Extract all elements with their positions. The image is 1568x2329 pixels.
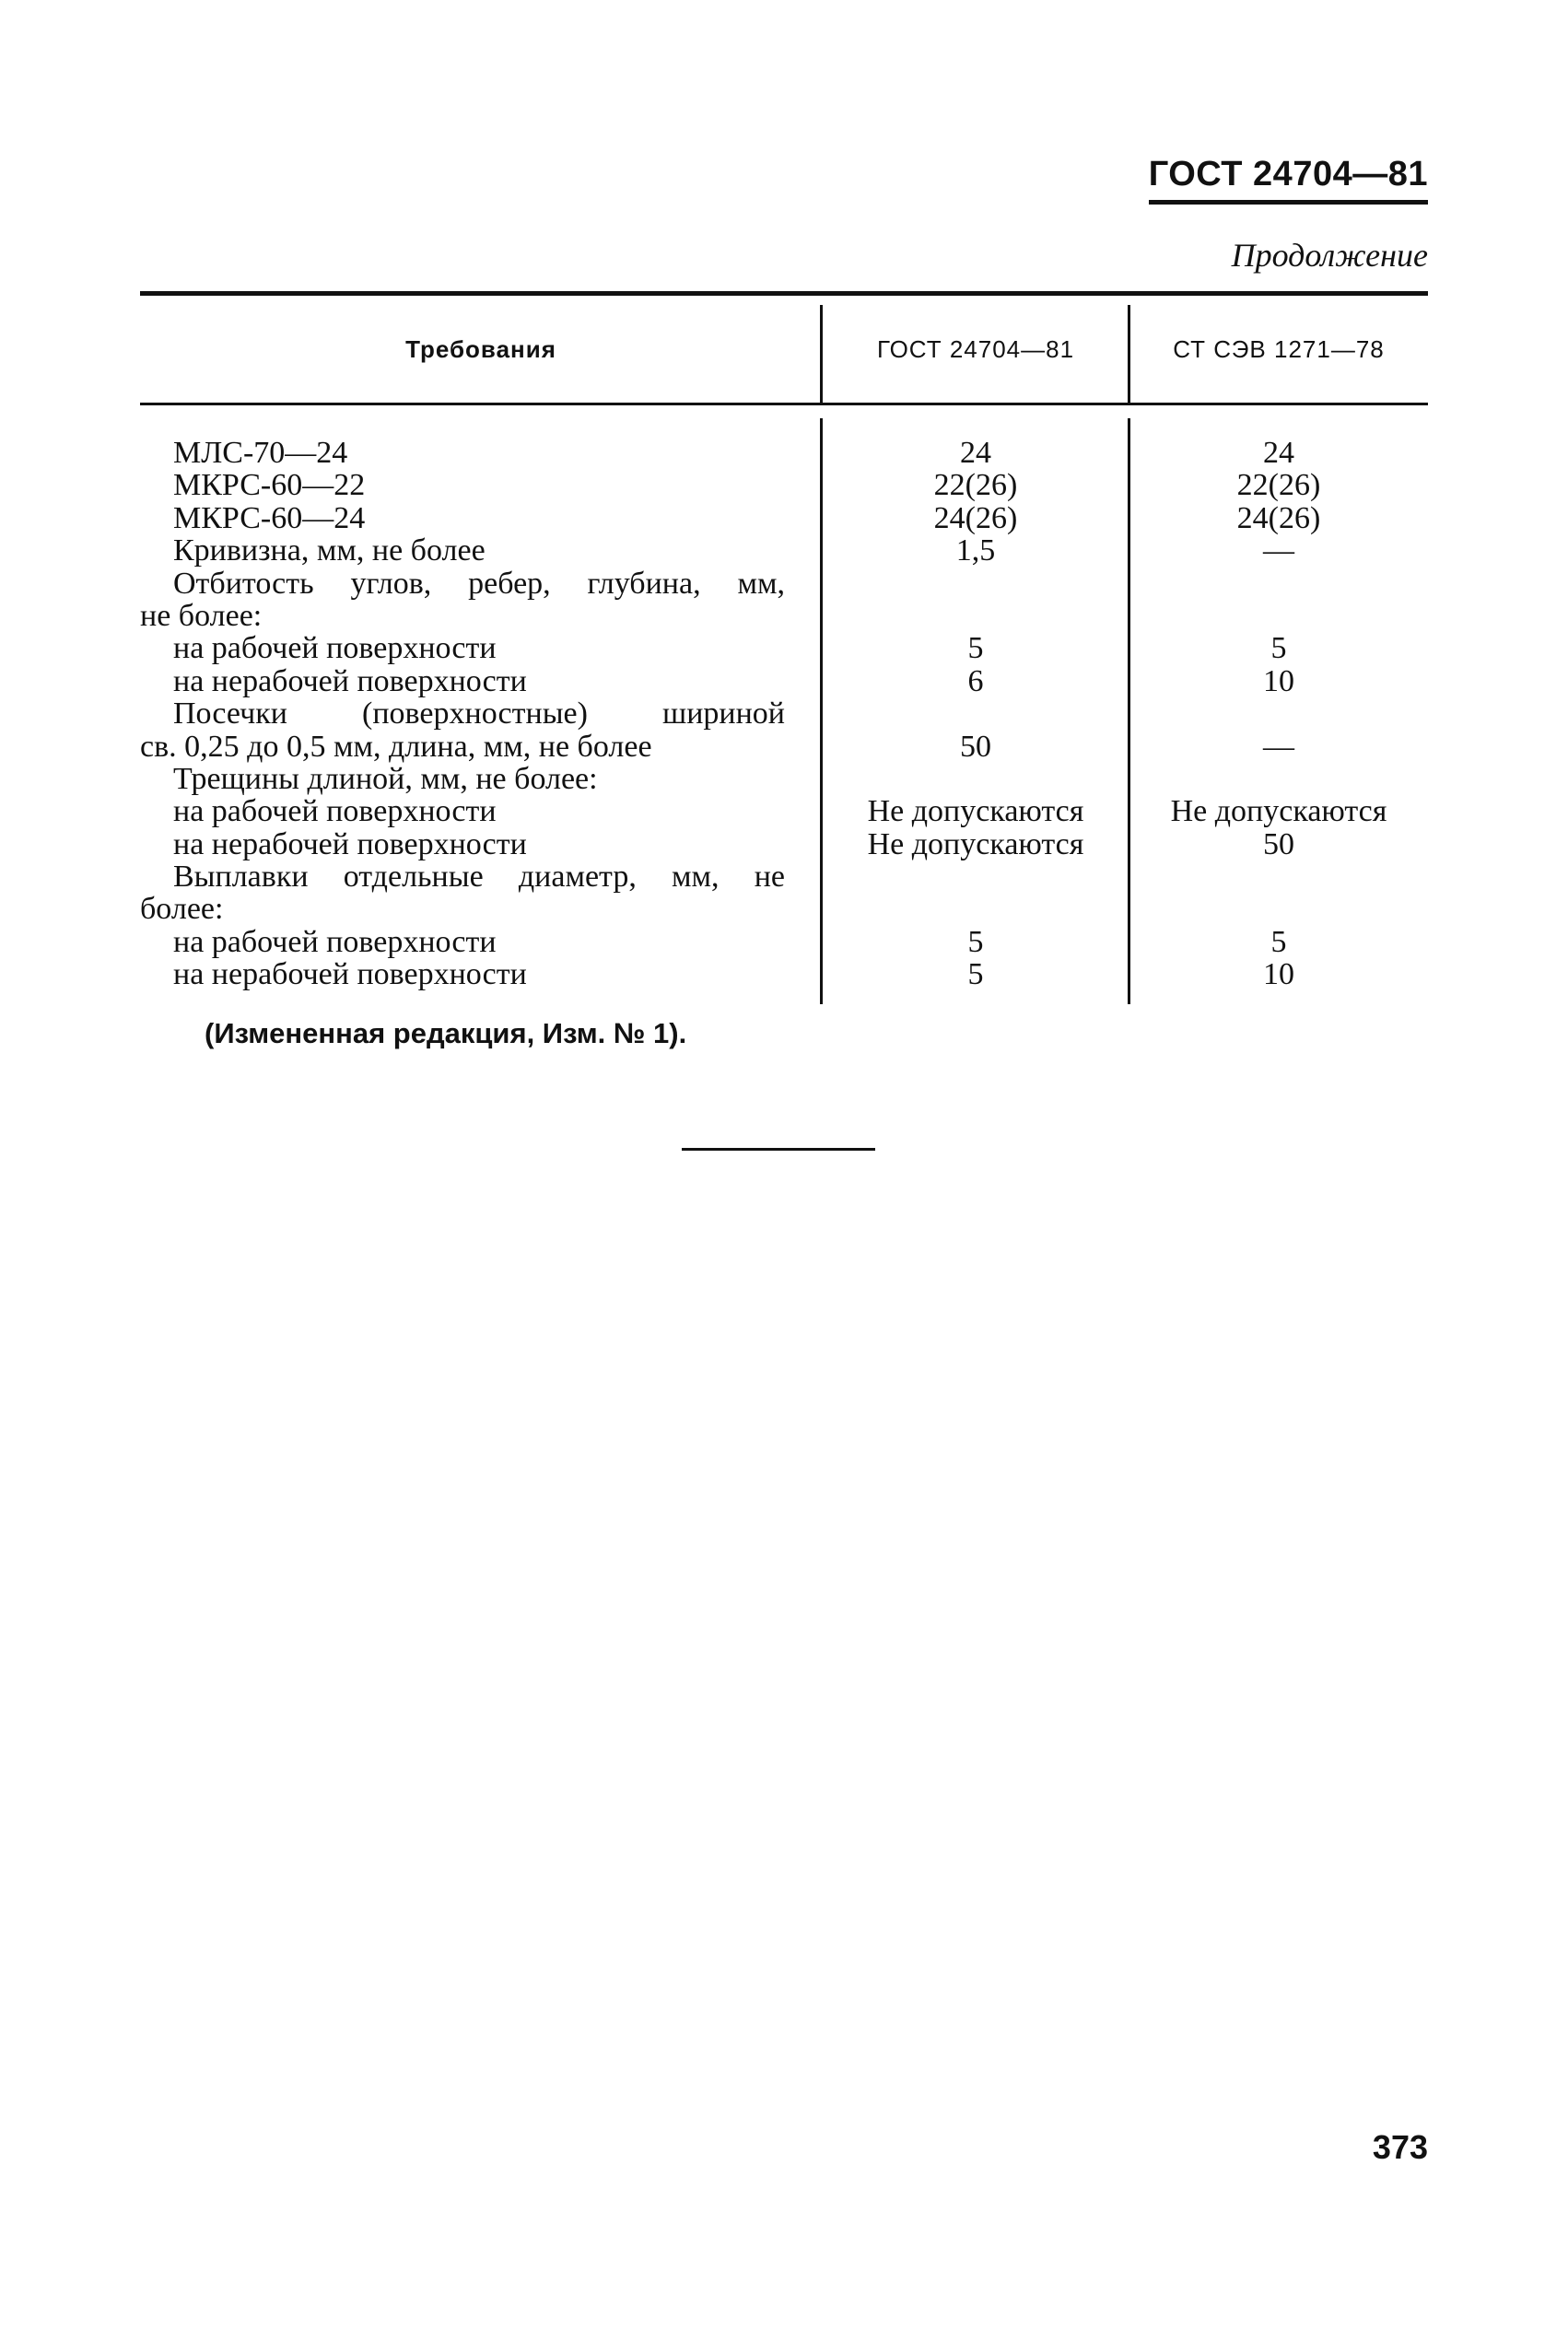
table-row <box>140 860 1428 893</box>
gost-value-cell: 22(26) <box>933 468 1018 503</box>
requirement-cell: на нерабочей поверхности <box>173 663 527 698</box>
gost-value-cell: Не допускаются <box>867 794 1084 829</box>
gost-value-cell: 24(26) <box>933 500 1018 535</box>
requirement-cell: Выплавки отдельные диаметр, мм, не <box>173 860 785 895</box>
table-row <box>140 632 1428 664</box>
gost-value-cell: 1,5 <box>955 533 996 568</box>
end-rule <box>682 1148 875 1151</box>
requirement-cell: Отбитость углов, ребер, глубина, мм, <box>173 566 785 601</box>
table-row <box>140 697 1428 730</box>
sev-value-cell: 5 <box>1270 631 1287 666</box>
header-divider-2 <box>1128 305 1130 403</box>
gost-value-cell: 6 <box>967 663 984 698</box>
table-row <box>140 795 1428 827</box>
requirement-cell: не более: <box>140 598 263 633</box>
table-row <box>140 665 1428 697</box>
requirements-table <box>140 291 1428 991</box>
requirement-cell: Трещины длиной, мм, не более: <box>173 761 598 796</box>
gost-value-cell: 5 <box>967 957 984 992</box>
table-body <box>140 405 1428 991</box>
table-header <box>140 296 1428 403</box>
gost-value-cell: 24 <box>960 436 991 470</box>
table-row <box>140 469 1428 501</box>
sev-value-cell: — <box>1263 533 1294 568</box>
requirement-cell: более: <box>140 892 224 927</box>
sev-value-cell: — <box>1263 729 1294 764</box>
table-row <box>140 958 1428 990</box>
requirement-cell: на нерабочей поверхности <box>173 826 527 861</box>
column-header-sev: СТ СЭВ 1271—78 <box>1173 334 1385 363</box>
sev-value-cell: 10 <box>1263 957 1294 992</box>
amendment-note: (Измененная редакция, Изм. № 1). <box>205 1017 687 1049</box>
page-number: 373 <box>1372 2128 1428 2166</box>
gost-value-cell: Не допускаются <box>867 826 1084 861</box>
table-row <box>140 502 1428 534</box>
table-row <box>140 437 1428 469</box>
requirement-cell: МКРС-60—22 <box>173 468 366 503</box>
sev-value-cell: 24(26) <box>1236 500 1321 535</box>
requirement-cell: Кривизна, мм, не более <box>173 533 486 568</box>
header-divider-1 <box>820 305 823 403</box>
requirement-cell: Посечки (поверхностные) шириной <box>173 696 785 731</box>
requirement-cell: МЛС-70—24 <box>173 436 348 470</box>
sev-value-cell: 5 <box>1270 924 1287 959</box>
requirement-cell: на рабочей поверхности <box>173 794 497 829</box>
requirement-cell: на нерабочей поверхности <box>173 957 527 992</box>
sev-value-cell: 10 <box>1263 663 1294 698</box>
sev-value-cell: 24 <box>1263 436 1294 470</box>
gost-value-cell: 5 <box>967 924 984 959</box>
continuation-label: Продолжение <box>1231 237 1428 274</box>
table-row <box>140 568 1428 600</box>
requirement-cell: св. 0,25 до 0,5 мм, длина, мм, не более <box>140 729 652 764</box>
sev-value-cell: Не допускаются <box>1170 794 1387 829</box>
table-row <box>140 828 1428 860</box>
table-row <box>140 763 1428 795</box>
sev-value-cell: 22(26) <box>1236 468 1321 503</box>
sev-value-cell: 50 <box>1263 826 1294 861</box>
requirement-cell: на рабочей поверхности <box>173 631 497 666</box>
column-header-requirements: Требования <box>405 334 556 363</box>
table-row <box>140 926 1428 958</box>
table-row <box>140 600 1428 632</box>
table-row <box>140 893 1428 925</box>
document-code: ГОСТ 24704—81 <box>1149 155 1428 205</box>
gost-value-cell: 50 <box>960 729 991 764</box>
table-row <box>140 731 1428 763</box>
table-row <box>140 534 1428 567</box>
column-header-gost: ГОСТ 24704—81 <box>876 334 1075 363</box>
requirement-cell: на рабочей поверхности <box>173 924 497 959</box>
requirement-cell: МКРС-60—24 <box>173 500 366 535</box>
gost-value-cell: 5 <box>967 631 984 666</box>
